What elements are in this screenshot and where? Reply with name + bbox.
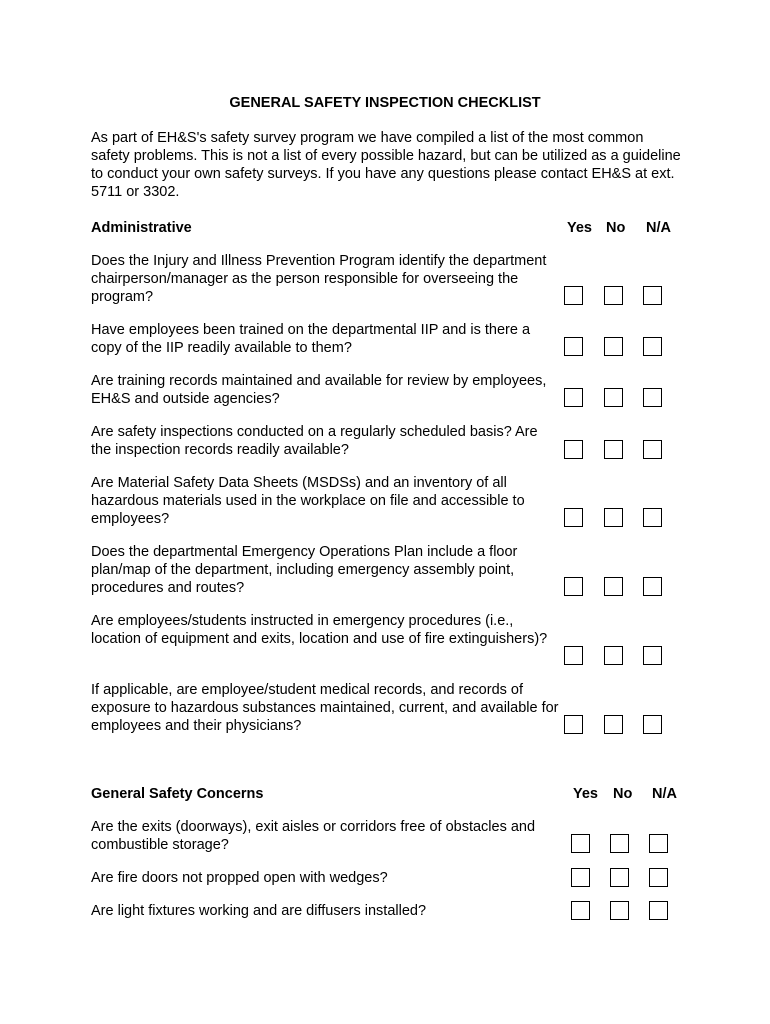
- checkbox-no[interactable]: [604, 440, 623, 459]
- checkbox-yes[interactable]: [564, 440, 583, 459]
- question-text: Are employees/students instructed in emergency procedures (i.e., location of equipment and exits, location and use of fire extinguishers)?: [91, 613, 548, 647]
- checkbox-yes[interactable]: [564, 646, 583, 665]
- checkbox-yes[interactable]: [564, 388, 583, 407]
- checkbox-na[interactable]: [643, 715, 662, 734]
- checkbox-na[interactable]: [649, 868, 668, 887]
- checkbox-yes[interactable]: [564, 577, 583, 596]
- checkbox-na[interactable]: [643, 337, 662, 356]
- checkbox-na[interactable]: [643, 577, 662, 596]
- checkbox-na[interactable]: [643, 508, 662, 527]
- column-na: N/A: [652, 786, 677, 802]
- checkbox-no[interactable]: [604, 388, 623, 407]
- column-no: No: [606, 220, 626, 236]
- checkbox-no[interactable]: [610, 901, 629, 920]
- column-yes: Yes: [573, 786, 598, 802]
- checkbox-na[interactable]: [649, 901, 668, 920]
- checkbox-na[interactable]: [643, 440, 662, 459]
- question-text: Are Material Safety Data Sheets (MSDSs) and an inventory of all hazardous materials used in the workplace on file and accessible to employees?: [91, 475, 525, 527]
- question-text: Are training records maintained and available for review by employees, EH&S and outside agencies?: [91, 373, 547, 407]
- checkbox-no[interactable]: [604, 508, 623, 527]
- checkbox-na[interactable]: [649, 834, 668, 853]
- question-text: Are safety inspections conducted on a regularly scheduled basis? Are the inspection records readily available?: [91, 424, 538, 458]
- section-heading: General Safety Concerns: [91, 786, 264, 802]
- checkbox-yes[interactable]: [564, 715, 583, 734]
- question-text: Are the exits (doorways), exit aisles or corridors free of obstacles and combustible storage?: [91, 819, 536, 853]
- question-text: Does the Injury and Illness Prevention Program identify the department chairperson/manager as the person responsible for overseeing the program?: [91, 253, 547, 305]
- checkbox-yes[interactable]: [571, 868, 590, 887]
- checkbox-no[interactable]: [604, 577, 623, 596]
- section-heading: Administrative: [91, 220, 192, 236]
- checkbox-no[interactable]: [610, 834, 629, 853]
- checkbox-yes[interactable]: [571, 901, 590, 920]
- checkbox-na[interactable]: [643, 286, 662, 305]
- checkbox-no[interactable]: [610, 868, 629, 887]
- question-text: Are light fixtures working and are diffusers installed?: [91, 903, 427, 919]
- question-text: Are fire doors not propped open with wedges?: [91, 870, 388, 886]
- page-title: GENERAL SAFETY INSPECTION CHECKLIST: [229, 95, 541, 111]
- checkbox-no[interactable]: [604, 286, 623, 305]
- column-na: N/A: [646, 220, 671, 236]
- checkbox-yes[interactable]: [564, 337, 583, 356]
- checkbox-no[interactable]: [604, 646, 623, 665]
- column-no: No: [613, 786, 633, 802]
- checkbox-no[interactable]: [604, 337, 623, 356]
- checkbox-yes[interactable]: [564, 286, 583, 305]
- column-yes: Yes: [567, 220, 592, 236]
- question-text: Have employees been trained on the departmental IIP and is there a copy of the IIP readily available to them?: [91, 322, 531, 356]
- question-text: If applicable, are employee/student medical records, and records of exposure to hazardous substances maintained, current, and available for employees and their physicians?: [91, 682, 559, 734]
- intro-paragraph: As part of EH&S's safety survey program we have compiled a list of the most common safety problems. This is not a list of every possible hazard, but can be utilized as a guideline to conduct your own safety surveys. If you have any questions please contact EH&S at ext. 5711 or 3302.: [91, 130, 681, 200]
- checkbox-yes[interactable]: [564, 508, 583, 527]
- checkbox-na[interactable]: [643, 646, 662, 665]
- checkbox-na[interactable]: [643, 388, 662, 407]
- checkbox-no[interactable]: [604, 715, 623, 734]
- checkbox-yes[interactable]: [571, 834, 590, 853]
- question-text: Does the departmental Emergency Operations Plan include a floor plan/map of the department, including emergency assembly point, procedures and routes?: [91, 544, 518, 596]
